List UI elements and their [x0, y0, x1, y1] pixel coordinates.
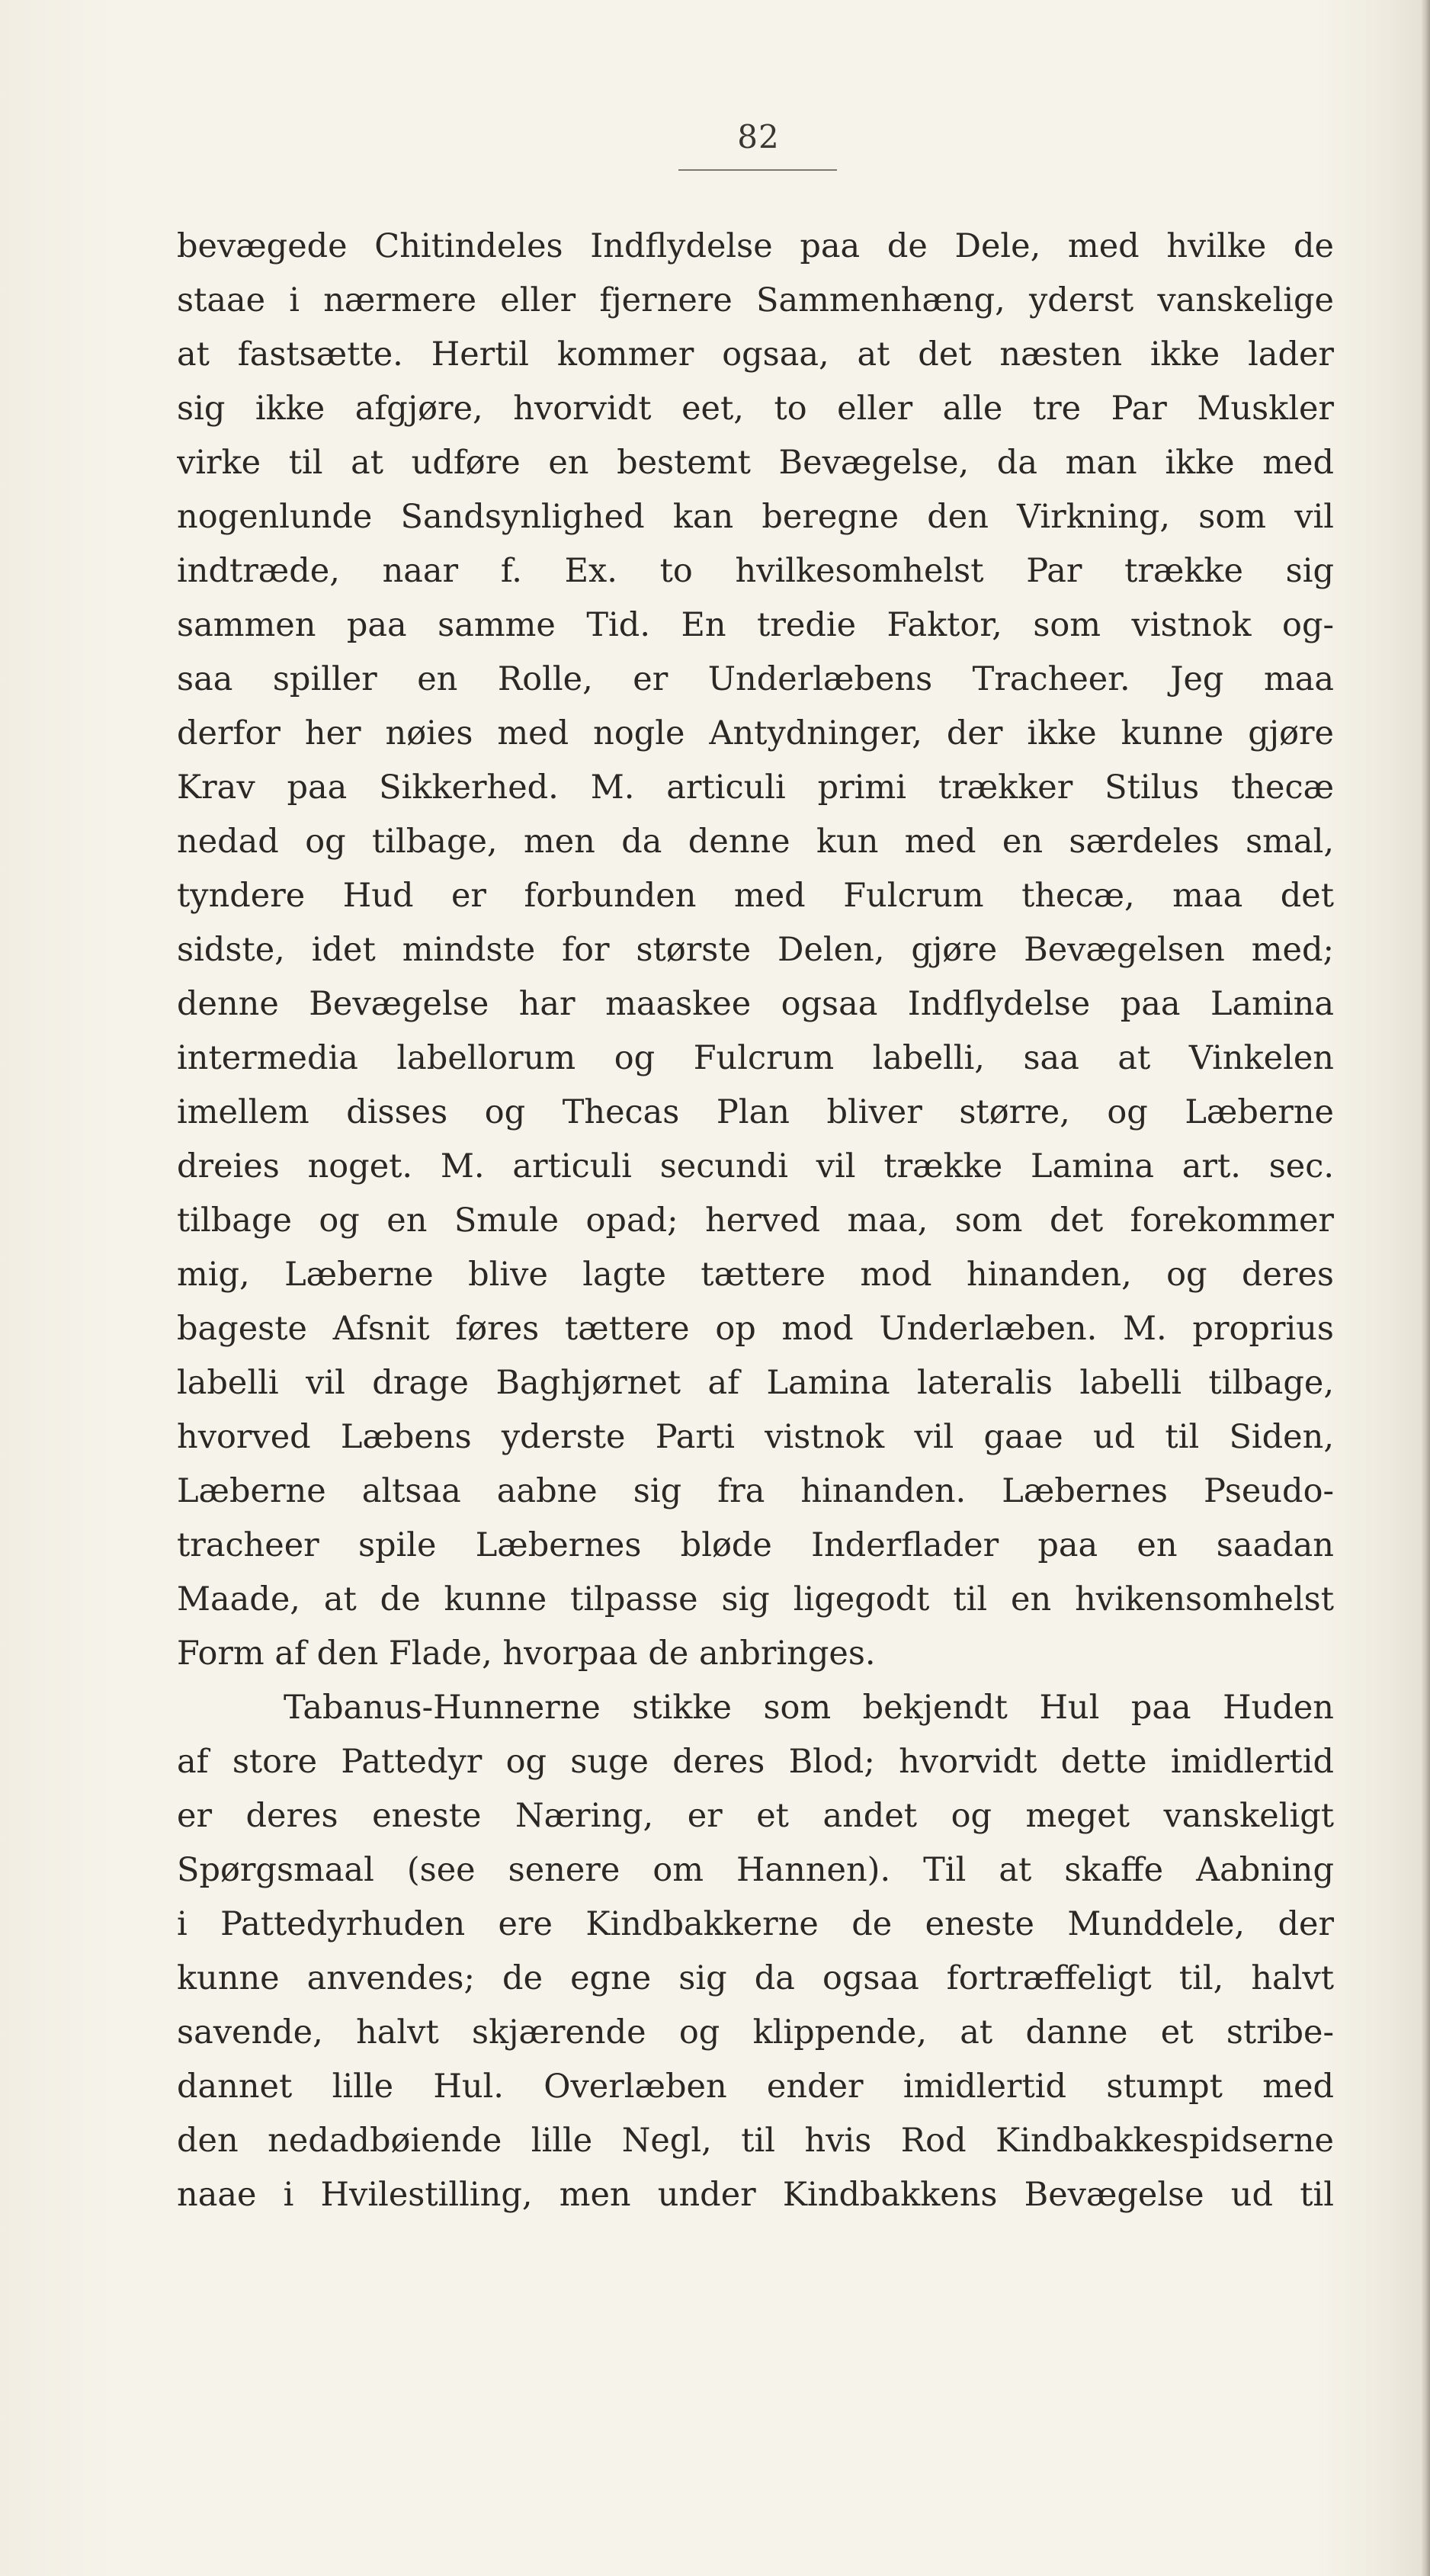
text-line: er deres eneste Næring, er et andet og meget vanskeligt	[177, 1797, 1334, 1835]
paragraph-start-line: Tabanus-Hunnerne stikke som bekjendt Hul paa Huden	[284, 1689, 1334, 1727]
text-line: sidste, idet mindste for største Delen, gjøre Bevægelsen med;	[177, 931, 1334, 969]
text-line: mig, Læberne blive lagte tættere mod hinanden, og deres	[177, 1256, 1334, 1294]
text-line: Spørgsmaal (see senere om Hannen). Til at skaffe Aabning	[177, 1851, 1334, 1889]
text-line: denne Bevægelse har maaskee ogsaa Indflydelse paa Lamina	[177, 985, 1334, 1023]
text-line: dreies noget. M. articuli secundi vil trække Lamina art. sec.	[177, 1147, 1334, 1185]
text-line: indtræde, naar f. Ex. to hvilkesomhelst Par trække sig	[177, 552, 1334, 590]
text-line: savende, halvt skjærende og klippende, at danne et stribe-	[177, 2013, 1334, 2051]
page-number-rule	[678, 169, 837, 171]
text-line: af store Pattedyr og suge deres Blod; hvorvidt dette imidlertid	[177, 1743, 1334, 1781]
text-line: naae i Hvilestilling, men under Kindbakkens Bevægelse ud til	[177, 2176, 1334, 2214]
text-line: i Pattedyrhuden ere Kindbakkerne de eneste Munddele, der	[177, 1905, 1334, 1943]
text-line: tilbage og en Smule opad; herved maa, som det forekommer	[177, 1201, 1334, 1240]
text-line: intermedia labellorum og Fulcrum labelli, saa at Vinkelen	[177, 1039, 1334, 1077]
body-text	[177, 220, 1334, 2222]
text-line: bageste Afsnit føres tættere op mod Underlæben. M. proprius	[177, 1310, 1334, 1348]
text-line: Læberne altsaa aabne sig fra hinanden. Læbernes Pseudo-	[177, 1472, 1334, 1510]
text-line: sammen paa samme Tid. En tredie Faktor, som vistnok og-	[177, 606, 1334, 644]
text-line: labelli vil drage Baghjørnet af Lamina lateralis labelli tilbage,	[177, 1364, 1334, 1402]
text-line: Maade, at de kunne tilpasse sig ligegodt til en hvikensomhelst	[177, 1580, 1334, 1618]
text-line: imellem disses og Thecas Plan bliver større, og Læberne	[177, 1093, 1334, 1131]
text-line: at fastsætte. Hertil kommer ogsaa, at det næsten ikke lader	[177, 335, 1334, 374]
text-line: nedad og tilbage, men da denne kun med en særdeles smal,	[177, 823, 1334, 861]
page-edge-shadow	[1421, 0, 1430, 2576]
text-line: sig ikke afgjøre, hvorvidt eet, to eller alle tre Par Muskler	[177, 390, 1334, 428]
paragraph-end-line: Form af den Flade, hvorpaa de anbringes.	[177, 1634, 876, 1673]
text-line: Krav paa Sikkerhed. M. articuli primi trækker Stilus thecæ	[177, 768, 1334, 807]
text-line: bevægede Chitindeles Indflydelse paa de Dele, med hvilke de	[177, 227, 1334, 265]
text-line: derfor her nøies med nogle Antydninger, der ikke kunne gjøre	[177, 714, 1334, 752]
text-line: virke til at udføre en bestemt Bevægelse, da man ikke med	[177, 444, 1334, 482]
text-line: tracheer spile Læbernes bløde Inderflader paa en saadan	[177, 1526, 1334, 1564]
text-line: hvorved Læbens yderste Parti vistnok vil gaae ud til Siden,	[177, 1418, 1334, 1456]
text-line: dannet lille Hul. Overlæben ender imidlertid stumpt med	[177, 2068, 1334, 2106]
text-line: saa spiller en Rolle, er Underlæbens Tracheer. Jeg maa	[177, 660, 1334, 698]
text-line: kunne anvendes; de egne sig da ogsaa fortræffeligt til, halvt	[177, 1959, 1334, 1997]
page-number: 82	[737, 118, 780, 156]
text-line: den nedadbøiende lille Negl, til hvis Rod Kindbakkespidserne	[177, 2122, 1334, 2160]
text-line: tyndere Hud er forbunden med Fulcrum thecæ, maa det	[177, 877, 1334, 915]
text-line: nogenlunde Sandsynlighed kan beregne den Virkning, som vil	[177, 498, 1334, 536]
text-line: staae i nærmere eller fjernere Sammenhæng, yderst vanskelige	[177, 281, 1334, 319]
